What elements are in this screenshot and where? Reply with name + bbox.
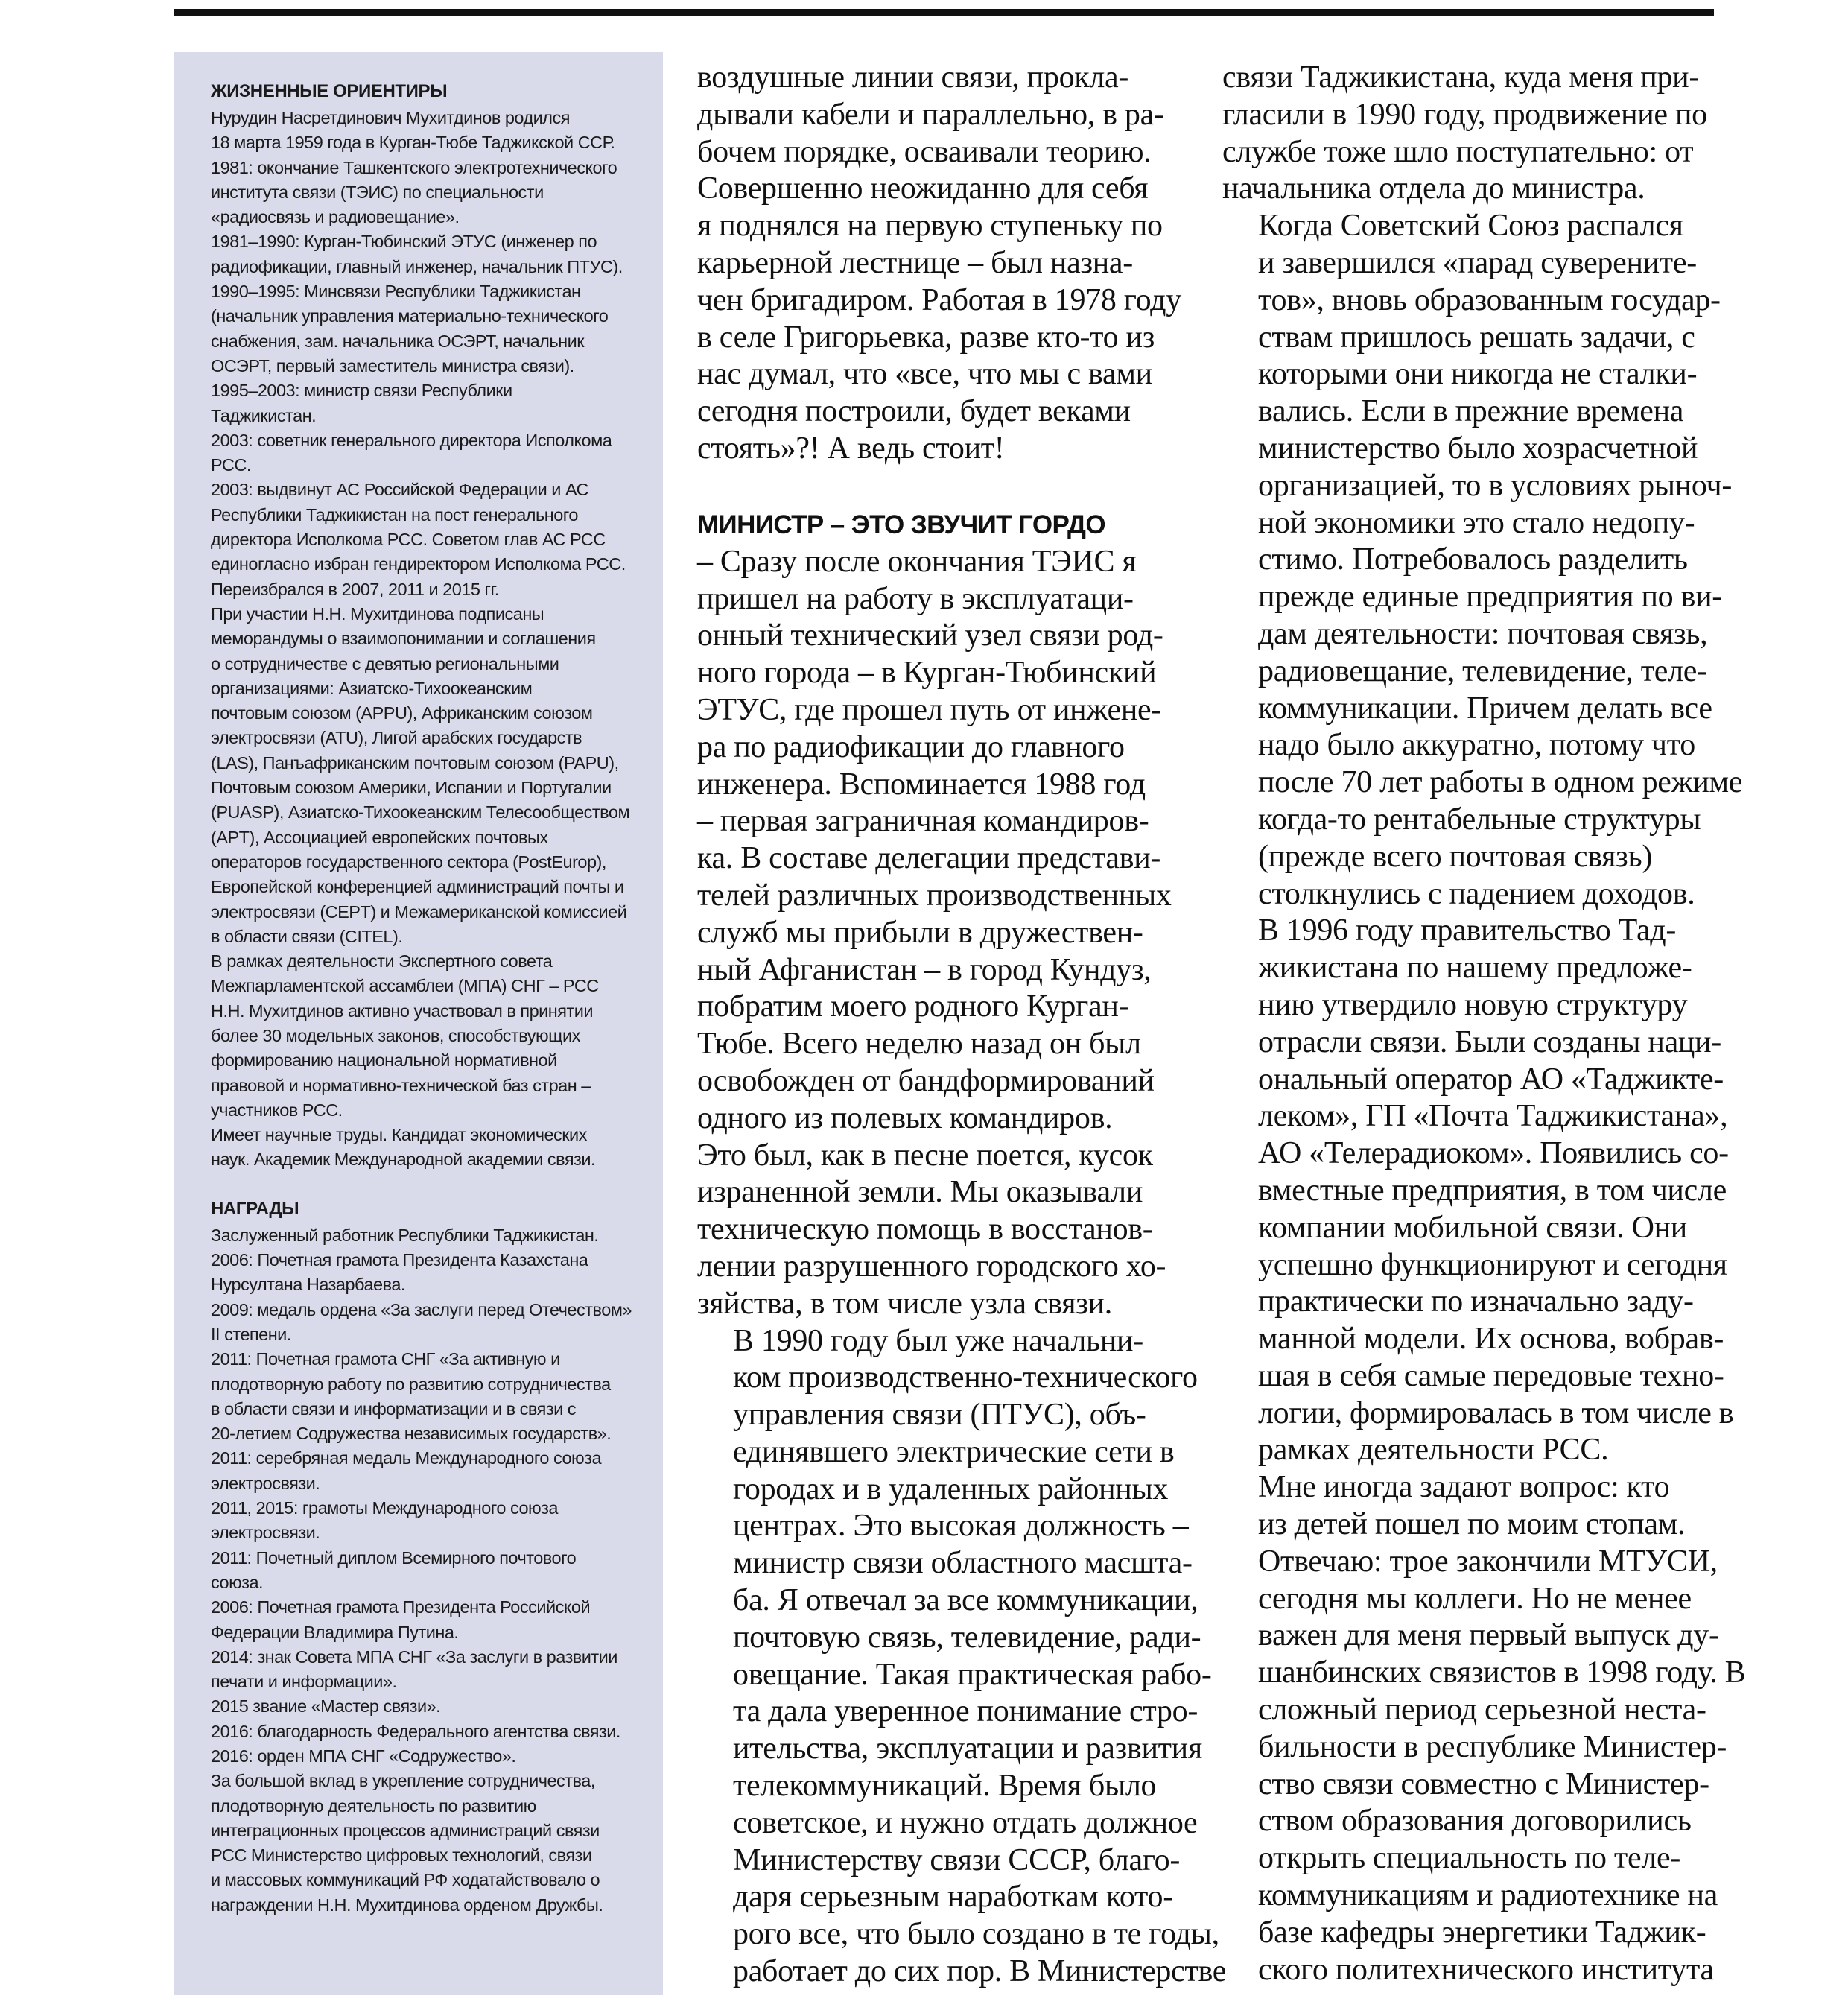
text-line: я поднялся на первую ступеньку по [697, 209, 1163, 244]
bio-heading: ЖИЗНЕННЫЕ ОРИЕНТИРЫ [211, 81, 448, 101]
text-line: надо было аккуратно, потому что [1258, 728, 1695, 763]
text-line: 2006: Почетная грамота Президента Казахстана [211, 1250, 588, 1270]
text-line: овещание. Такая практическая рабо- [733, 1657, 1212, 1692]
text-line: 2015 звание «Мастер связи». [211, 1696, 441, 1717]
text-line: интеграционных процессов администраций связи [211, 1820, 600, 1840]
text-line: когда-то рентабельные структуры [1258, 802, 1701, 837]
article-column-middle [697, 60, 1227, 1991]
text-line: Мне иногда задают вопрос: кто [1258, 1470, 1670, 1505]
text-line: начальника отдела до министра. [1222, 171, 1645, 206]
text-line: леком», ГП «Почта Таджикистана», [1258, 1099, 1728, 1134]
text-line: 2011: Почетная грамота СНГ «За активную и [211, 1349, 560, 1369]
text-line: Тюбе. Всего неделю назад он был [697, 1027, 1141, 1062]
top-rule [174, 9, 1714, 16]
text-line: Отвечаю: трое закончили МТУСИ, [1258, 1544, 1718, 1579]
text-line: АО «Телерадиоком». Появились со- [1258, 1136, 1729, 1171]
text-line: формированию национальной нормативной [211, 1050, 557, 1071]
text-line: более 30 модельных законов, способствующих [211, 1025, 580, 1045]
text-line: ка. В составе делегации представи- [697, 841, 1161, 876]
text-line: «радиосвязь и радиовещание». [211, 207, 460, 227]
text-line: та дала уверенное понимание стро- [733, 1694, 1198, 1729]
text-line: зяйства, в том числе узла связи. [697, 1286, 1112, 1321]
text-line: ством образования договорились [1258, 1804, 1692, 1839]
text-line: центрах. Это высокая должность – [733, 1509, 1189, 1544]
text-line: освобожден от бандформирований [697, 1063, 1155, 1098]
text-line: практически по изначально заду- [1258, 1284, 1694, 1319]
text-line: после 70 лет работы в одном режиме [1258, 765, 1743, 800]
text-line: (LAS), Панъафриканским почтовым союзом (PAPU), [211, 752, 619, 773]
text-line: бильности в республике Министер- [1258, 1729, 1727, 1764]
text-line: службе тоже шло поступательно: от [1222, 134, 1694, 169]
text-line: 2009: медаль ордена «За заслуги перед Отечеством» [211, 1299, 632, 1319]
text-line: электросвязи. [211, 1523, 320, 1543]
awards-heading: НАГРАДЫ [211, 1198, 299, 1219]
text-line: Межпарламентской ассамблеи (МПА) СНГ – РСС [211, 976, 599, 996]
text-line: снабжения, зам. начальника ОСЭРТ, начальник [211, 331, 585, 351]
text-line: единогласно избран гендиректором Исполкома РСС. [211, 554, 626, 574]
text-line: побратим моего родного Курган- [697, 989, 1129, 1024]
text-line: директора Исполкома РСС. Советом глав АС РСС [211, 530, 606, 550]
text-line: РСС Министерство цифровых технологий, связи [211, 1845, 592, 1866]
text-line: в области связи (CITEL). [211, 926, 403, 946]
text-line: Почтовым союзом Америки, Испании и Португалии [211, 778, 612, 798]
text-line: рого все, что было создано в те годы, [733, 1917, 1219, 1952]
paragraph [697, 544, 1204, 1323]
text-line: управления связи (ПТУС), объ- [733, 1398, 1146, 1433]
text-line: Н.Н. Мухитдинов активно участвовал в принятии [211, 1001, 593, 1021]
text-line: награждении Н.Н. Мухитдинова орденом Дружбы. [211, 1895, 603, 1915]
text-line: ра по радиофикации до главного [697, 729, 1125, 764]
text-line: и массовых коммуникаций РФ ходатайствовало о [211, 1870, 600, 1890]
text-line: печати и информации». [211, 1672, 397, 1692]
text-line: и завершился «парад суверените- [1258, 245, 1697, 280]
text-line: радиофикации, главный инженер, начальник ПТУС). [211, 256, 623, 276]
text-line: коммуникациям и радиотехнике на [1258, 1878, 1718, 1913]
text-line: – первая заграничная командиров- [697, 804, 1149, 839]
text-line: правовой и нормативно-технической баз стран – [211, 1075, 591, 1095]
text-line: рамках деятельности РСС. [1258, 1433, 1609, 1468]
text-line: тов», вновь образованным государ- [1258, 282, 1721, 317]
text-line: 1990–1995: Минсвязи Республики Таджикистан [211, 282, 581, 302]
text-line: ство связи совместно с Министер- [1258, 1766, 1709, 1801]
text-line: даря серьезным наработкам кото- [733, 1880, 1173, 1915]
text-line: городах и в удаленных районных [733, 1471, 1169, 1506]
text-line: отрасли связи. Были созданы наци- [1258, 1024, 1721, 1059]
text-line: базе кафедры энергетики Таджик- [1258, 1915, 1706, 1950]
text-line: почтовым союзом (APPU), Африканским союзом [211, 703, 593, 723]
text-line: Совершенно неожиданно для себя [697, 171, 1149, 206]
text-line: 2016: орден МПА СНГ «Содружество». [211, 1746, 516, 1766]
text-line: ональный оператор АО «Таджикте- [1258, 1062, 1724, 1097]
text-line: электросвязи (CEPT) и Межамериканской комиссией [211, 901, 627, 922]
text-line: 2003: выдвинут АС Российской Федерации и АС [211, 480, 589, 500]
text-line: нас думал, что «все, что мы с вами [697, 357, 1152, 392]
text-line: Когда Советский Союз распался [1258, 209, 1683, 244]
text-line: В 1996 году правительство Тад- [1258, 913, 1677, 948]
text-line: (APT), Ассоциацией европейских почтовых [211, 827, 548, 847]
text-line: которыми они никогда не сталки- [1258, 357, 1698, 392]
text-line: Имеет научные труды. Кандидат экономических [211, 1125, 587, 1145]
text-line: (прежде всего почтовая связь) [1258, 839, 1653, 874]
text-line: связи Таджикистана, куда меня при- [1222, 60, 1700, 95]
text-line: одного из полевых командиров. [697, 1100, 1113, 1135]
paragraph [1222, 913, 1734, 1469]
text-line: ЭТУС, где прошел путь от инжене- [697, 692, 1162, 727]
text-line: В рамках деятельности Экспертного совета [211, 951, 553, 971]
text-line: логии, формировалась в том числе в [1258, 1395, 1734, 1430]
text-line: 2011: серебряная медаль Международного союза [211, 1448, 602, 1468]
text-line: техническую помощь в восстанов- [697, 1212, 1153, 1247]
text-line: ком производственно-технического [733, 1360, 1198, 1395]
text-line: операторов государственного сектора (PostEurop), [211, 852, 606, 872]
text-line: столкнулись с падением доходов. [1258, 876, 1695, 911]
text-line: Федерации Владимира Путина. [211, 1622, 459, 1642]
text-line: в селе Григорьевка, разве кто-то из [697, 320, 1155, 355]
text-line: (PUASP), Азиатско-Тихоокеанским Телесообществом [211, 802, 630, 822]
text-line: меморандумы о взаимопонимании и соглашения [211, 629, 596, 649]
text-line: ствам пришлось решать задачи, с [1258, 320, 1695, 355]
text-line: министерство было хозрасчетной [1258, 431, 1698, 466]
text-line: ного города – в Курган-Тюбинский [697, 656, 1157, 691]
text-line: 18 марта 1959 года в Курган-Тюбе Таджикской ССР. [211, 133, 615, 153]
text-line: 2011, 2015: грамоты Международного союза [211, 1498, 558, 1518]
text-line: 1981: окончание Ташкентского электротехнического [211, 157, 617, 177]
text-line: компании мобильной связи. Они [1258, 1210, 1687, 1245]
text-line: Нурудин Насретдинович Мухитдинов родился [211, 108, 570, 127]
text-line: чен бригадиром. Работая в 1978 году [697, 282, 1181, 317]
text-line: При участии Н.Н. Мухитдинова подписаны [211, 603, 544, 624]
text-line: II степени. [211, 1324, 291, 1344]
text-line: (начальник управления материально-технического [211, 306, 609, 326]
text-line: организацией, то в условиях рыноч- [1258, 468, 1733, 503]
bio-sidebar [174, 52, 663, 1995]
text-line: телекоммуникаций. Время было [733, 1769, 1157, 1804]
text-line: ба. Я отвечал за все коммуникации, [733, 1583, 1198, 1618]
text-line: 2014: знак Совета МПА СНГ «За заслуги в развитии [211, 1646, 617, 1667]
text-line: гласили в 1990 году, продвижение по [1222, 97, 1707, 132]
text-line: шая в себя самые передовые техно- [1258, 1358, 1724, 1393]
text-line: плодотворную работу по развитию сотрудничества [211, 1374, 611, 1394]
text-line: ительства, эксплуатации и развития [733, 1731, 1202, 1766]
text-line: Европейской конференцией администраций почты и [211, 877, 624, 897]
bio-text [211, 106, 641, 1173]
text-line: воздушные линии связи, прокла- [697, 60, 1129, 95]
text-line: открыть специальность по теле- [1258, 1841, 1681, 1876]
paragraph [1222, 208, 1743, 913]
text-line: в области связи и информатизации и в связи с [211, 1398, 577, 1419]
text-line: стимо. Потребовалось разделить [1258, 542, 1688, 577]
text-line: телей различных производственных [697, 878, 1172, 913]
text-line: института связи (ТЭИС) по специальности [211, 182, 544, 202]
paragraph [1222, 60, 1714, 208]
awards-text [211, 1223, 641, 1918]
text-line: 20-летием Содружества независимых государств». [211, 1424, 612, 1444]
text-line: сегодня построили, будет веками [697, 394, 1131, 429]
text-line: почтовую связь, телевидение, ради- [733, 1620, 1201, 1655]
paragraph [697, 60, 1204, 468]
text-line: успешно функционируют и сегодня [1258, 1247, 1727, 1282]
text-line: 1981–1990: Курган-Тюбинский ЭТУС (инженер по [211, 232, 597, 252]
text-line: дам деятельности: почтовая связь, [1258, 616, 1708, 651]
text-line: – Сразу после окончания ТЭИС я [697, 544, 1137, 579]
text-line: плодотворную деятельность по развитию [211, 1795, 536, 1816]
text-line: 2011: Почетный диплом Всемирного почтового [211, 1547, 577, 1568]
text-line: важен для меня первый выпуск ду- [1258, 1618, 1719, 1653]
text-line: участников РСС. [211, 1100, 343, 1120]
text-line: коммуникации. Причем делать все [1258, 691, 1712, 726]
text-line: единявшего электрические сети в [733, 1434, 1175, 1469]
text-line: министр связи областного масшта- [733, 1546, 1193, 1581]
text-line: организациями: Азиатско-Тихоокеанским [211, 678, 533, 698]
text-line: прежде единые предприятия по ви- [1258, 580, 1722, 615]
text-line: 2006: Почетная грамота Президента Российской [211, 1597, 591, 1617]
paragraph [697, 1323, 1227, 1991]
text-line: радиовещание, телевидение, теле- [1258, 653, 1707, 688]
text-line: 2003: советник генерального директора Исполкома [211, 430, 612, 450]
text-line: В 1990 году был уже начальни- [733, 1323, 1143, 1358]
text-line: сегодня мы коллеги. Но не менее [1258, 1581, 1692, 1616]
text-line: ОСЭРТ, первый заместитель министра связи). [211, 355, 574, 375]
text-line: из детей пошел по моим стопам. [1258, 1507, 1686, 1542]
text-line: пришел на работу в эксплуатаци- [697, 581, 1134, 616]
text-line: инженера. Вспоминается 1988 год [697, 767, 1146, 802]
text-line: бочем порядке, осваивали теорию. [697, 134, 1152, 169]
text-line: Таджикистан. [211, 405, 317, 425]
text-line: Министерству связи СССР, благо- [733, 1842, 1181, 1877]
text-line: ный Афганистан – в город Кундуз, [697, 952, 1152, 987]
text-line: израненной земли. Мы оказывали [697, 1175, 1143, 1210]
text-line: о сотрудничестве с девятью региональными [211, 653, 559, 673]
text-line: вались. Если в прежние времена [1258, 394, 1684, 429]
text-line: сложный период серьезной неста- [1258, 1693, 1706, 1728]
text-line: РСС. [211, 455, 251, 475]
text-line: онный технический узел связи род- [697, 618, 1163, 653]
text-line: ной экономики это стало недопу- [1258, 505, 1695, 540]
text-line: манной модели. Их основа, вобрав- [1258, 1322, 1724, 1357]
text-line: работает до сих пор. В Министерстве [733, 1954, 1227, 1989]
text-line: наук. Академик Международной академии связи. [211, 1150, 595, 1170]
text-line: 1995–2003: министр связи Республики [211, 381, 512, 401]
text-line: союза. [211, 1572, 264, 1592]
article-column-right [1222, 60, 1746, 1988]
text-line: Нурсултана Назарбаева. [211, 1275, 405, 1295]
section-heading: МИНИСТР – ЭТО ЗВУЧИТ ГОРДО [697, 510, 1105, 539]
text-line: Это был, как в песне поется, кусок [697, 1138, 1153, 1173]
text-line: шанбинских связистов в 1998 году. В [1258, 1655, 1746, 1690]
text-line: 2016: благодарность Федерального агентства связи. [211, 1721, 620, 1741]
text-line: Заслуженный работник Республики Таджикистан. [211, 1225, 599, 1245]
text-line: Переизбрался в 2007, 2011 и 2015 гг. [211, 579, 499, 599]
text-line: За большой вклад в укрепление сотрудничества, [211, 1771, 595, 1791]
text-line: дывали кабели и параллельно, в ра- [697, 97, 1164, 132]
text-line: ского политехнического института [1258, 1952, 1714, 1987]
text-line: Республики Таджикистан на пост генерального [211, 504, 578, 524]
text-line: стоять»?! А ведь стоит! [697, 431, 1005, 466]
text-line: вместные предприятия, в том числе [1258, 1173, 1727, 1208]
text-line: жикистана по нашему предложе- [1258, 951, 1692, 986]
paragraph [1222, 1469, 1746, 1988]
text-line: карьерной лестнице – был назна- [697, 245, 1133, 280]
text-line: электросвязи. [211, 1473, 320, 1493]
text-line: служб мы прибыли в дружествен- [697, 915, 1143, 950]
text-line: советское, и нужно отдать должное [733, 1805, 1198, 1840]
text-line: нию утвердило новую структуру [1258, 987, 1688, 1022]
text-line: электросвязи (ATU), Лигой арабских государств [211, 728, 582, 748]
text-line: лении разрушенного городского хо- [697, 1249, 1166, 1284]
